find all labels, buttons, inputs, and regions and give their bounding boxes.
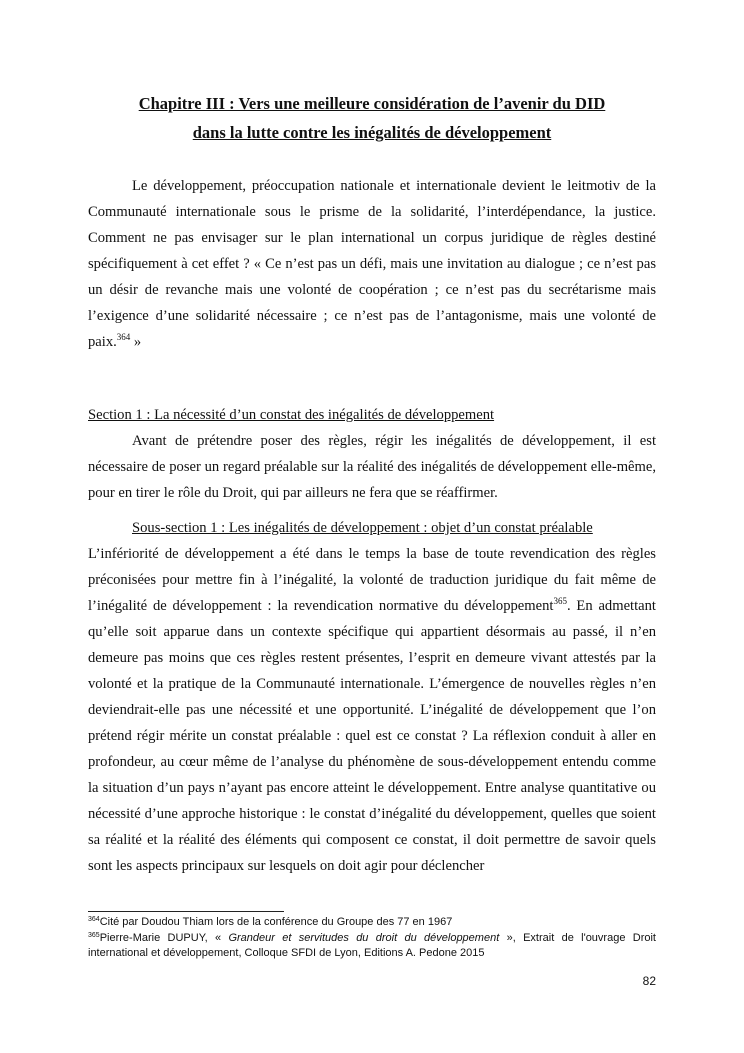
- intro-text: Le développement, préoccupation nationale et internationale devient le leitmotiv de la Communauté internationale sous le prisme de la solidarité, l’interdépendance, la justice. Comment ne pas envisager sur le plan international un corpus juridique de règles destiné spécifiquement à cet effet ? « Ce n’est pas un défi, mais une invitation au dialogue ; ce n’est pas un désir de revanche mais une volonté de coopération ; ce n’est pas du secrétarisme mais l’exigence d’une solidarité nécessaire ; ce n’est pas de l’antagonisme, mais une volonté de paix.: [88, 178, 656, 350]
- footnote-ref-365[interactable]: 365: [553, 596, 567, 606]
- footnote-number: 365: [88, 931, 100, 939]
- footnote-separator: [88, 911, 284, 912]
- subsection-1-paragraph: [88, 541, 656, 879]
- subsection-1-text-part-2: . En admettant qu’elle soit apparue dans un contexte spécifique qui appartient désormais au passé, il n’en demeure pas moins que ces règles restent présentes, l’esprit en demeure vivant attestés par la volonté et la pratique de la Communauté internationale. L’émergence de nouvelles règles n’en deviendrait-elle pas une nécessité et une opportunité. L’inégalité de développement que l’on prétend régir mérite un constat préalable : quel est ce constat ? La réflexion conduit à aller en profondeur, au cœur même de l’analyse du phénomène de sous-développement entendu comme la situation d’un pays n’ayant pas encore atteint le développement. Entre analyse quantitative ou nécessité d’une approche historique : le constat d’inégalité du développement, quelles que soient sa réalité et la réalité des éléments qui composent ce constat, il doit permettre de savoir quels sont les aspects principaux sur lesquels on doit agir pour déclencher: [88, 598, 656, 874]
- intro-paragraph: [88, 173, 656, 355]
- footnotes: [88, 915, 656, 962]
- footnote-text: Cité par Doudou Thiam lors de la conférence du Groupe des 77 en 1967: [99, 916, 453, 928]
- footnote-reference: », Extrait de l'ouvrage Droit international et développement, Colloque SFDI de Lyon, Editions A. Pedone 2015: [88, 931, 656, 959]
- footnote-ref-364[interactable]: 364: [116, 332, 131, 342]
- page-number: 82: [642, 974, 656, 988]
- subsection-1-title: Sous-section 1 : Les inégalités de développement : objet d’un constat préalable: [132, 520, 593, 536]
- section-1-title: Section 1 : La nécessité d’un constat des inégalités de développement: [88, 407, 495, 423]
- chapter-title: [88, 89, 656, 147]
- footnote-365: [88, 931, 656, 962]
- chapter-title-line-1: Chapitre III : Vers une meilleure considération de l’avenir du DID: [138, 94, 606, 113]
- section-1-paragraph: [88, 428, 656, 506]
- section-1-text: Avant de prétendre poser des règles, régir les inégalités de développement, il est nécessaire de poser un regard préalable sur la réalité des inégalités de développement elle-même, pour en tirer le rôle du Droit, qui par ailleurs ne fera que se réaffirmer.: [88, 433, 656, 501]
- chapter-title-line-2: dans la lutte contre les inégalités de développement: [192, 123, 552, 142]
- footnote-work-title: Grandeur et servitudes du droit du développement: [228, 931, 500, 944]
- subsection-1-text-part-1: L’infériorité de développement a été dans le temps la base de toute revendication des règles préconisées pour mettre fin à l’inégalité, la volonté de traduction juridique du fait même de l’inégalité de développement : la revendication normative du développement: [88, 546, 656, 614]
- footnote-author: Pierre-Marie DUPUY, «: [99, 931, 229, 944]
- footnote-364: [88, 915, 656, 931]
- footnote-number: 364: [88, 916, 100, 923]
- intro-closing-quote: »: [130, 334, 142, 350]
